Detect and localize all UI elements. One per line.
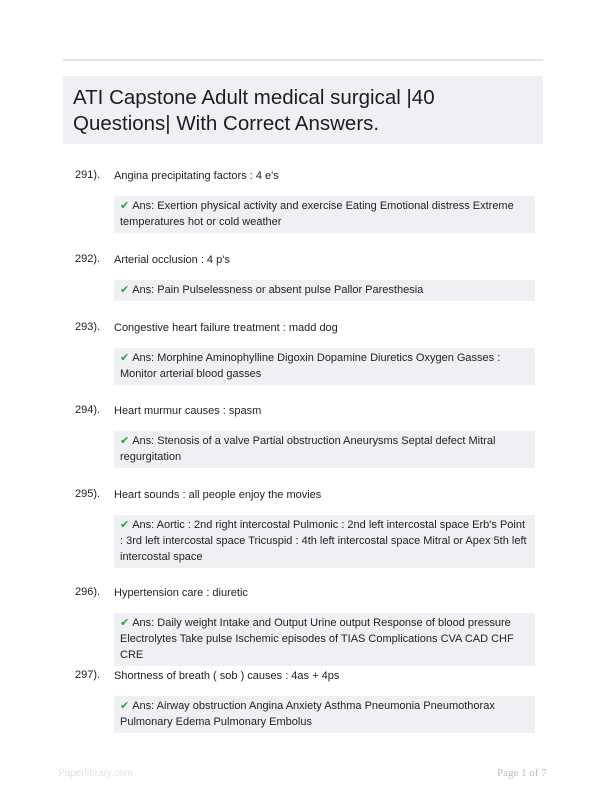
answer-box — [114, 613, 535, 666]
question-text: Arterial occlusion : 4 p's — [114, 254, 230, 266]
question-number: 293). — [75, 321, 101, 333]
question-text: Congestive heart failure treatment : madd dog — [114, 322, 338, 334]
check-icon: ✔ — [120, 519, 130, 531]
answer-box — [114, 196, 535, 233]
check-icon: ✔ — [120, 352, 130, 364]
answer-text: Ans: Exertion physical activity and exercise Eating Emotional distress Extreme temperatures hot or cold weather — [120, 200, 514, 228]
title-banner — [63, 76, 543, 144]
check-icon: ✔ — [120, 284, 130, 296]
question-text: Heart murmur causes : spasm — [114, 405, 262, 417]
question-number: 296). — [75, 586, 101, 598]
question-number: 297). — [75, 669, 101, 681]
answer-box — [114, 515, 535, 568]
question-text: Angina precipitating factors : 4 e's — [114, 170, 279, 182]
check-icon: ✔ — [120, 700, 130, 712]
question-number: 294). — [75, 404, 101, 416]
answer-box — [114, 431, 535, 468]
top-divider — [63, 59, 543, 61]
answer-text: Ans: Morphine Aminophylline Digoxin Dopamine Diuretics Oxygen Gasses : Monitor arterial blood gasses — [120, 352, 501, 380]
document-title: ATI Capstone Adult medical surgical |40 Questions| With Correct Answers. — [73, 86, 435, 135]
answer-text: Ans: Stenosis of a valve Partial obstruction Aneurysms Septal defect Mitral regurgitation — [120, 435, 496, 463]
answer-text: Ans: Aortic : 2nd right intercostal Pulmonic : 2nd left intercostal space Erb's Point : 3rd left intercostal space Tricuspid : 4th left intercostal space Mitral or Apex 5th left intercostal space — [120, 519, 527, 563]
question-number: 295). — [75, 488, 101, 500]
page-indicator: Page 1 of 7 — [497, 767, 547, 779]
answer-box — [114, 348, 535, 385]
question-text: Hypertension care : diuretic — [114, 587, 248, 599]
answer-text: Ans: Daily weight Intake and Output Urine output Response of blood pressure Electrolytes Take pulse Ischemic episodes of TIAS Complications CVA CAD CHF CRE — [120, 617, 514, 661]
answer-text: Ans: Pain Pulselessness or absent pulse Pallor Paresthesia — [132, 284, 424, 296]
check-icon: ✔ — [120, 435, 130, 447]
watermark: Paperlibrary.com — [58, 768, 133, 779]
question-text: Shortness of breath ( sob ) causes : 4as + 4ps — [114, 670, 340, 682]
answer-box — [114, 696, 535, 733]
question-number: 292). — [75, 253, 101, 265]
question-number: 291). — [75, 169, 101, 181]
check-icon: ✔ — [120, 200, 130, 212]
check-icon: ✔ — [120, 617, 130, 629]
question-text: Heart sounds : all people enjoy the movies — [114, 489, 322, 501]
answer-box — [114, 280, 535, 301]
answer-text: Ans: Airway obstruction Angina Anxiety Asthma Pneumonia Pneumothorax Pulmonary Edema Pulmonary Embolus — [120, 700, 495, 728]
